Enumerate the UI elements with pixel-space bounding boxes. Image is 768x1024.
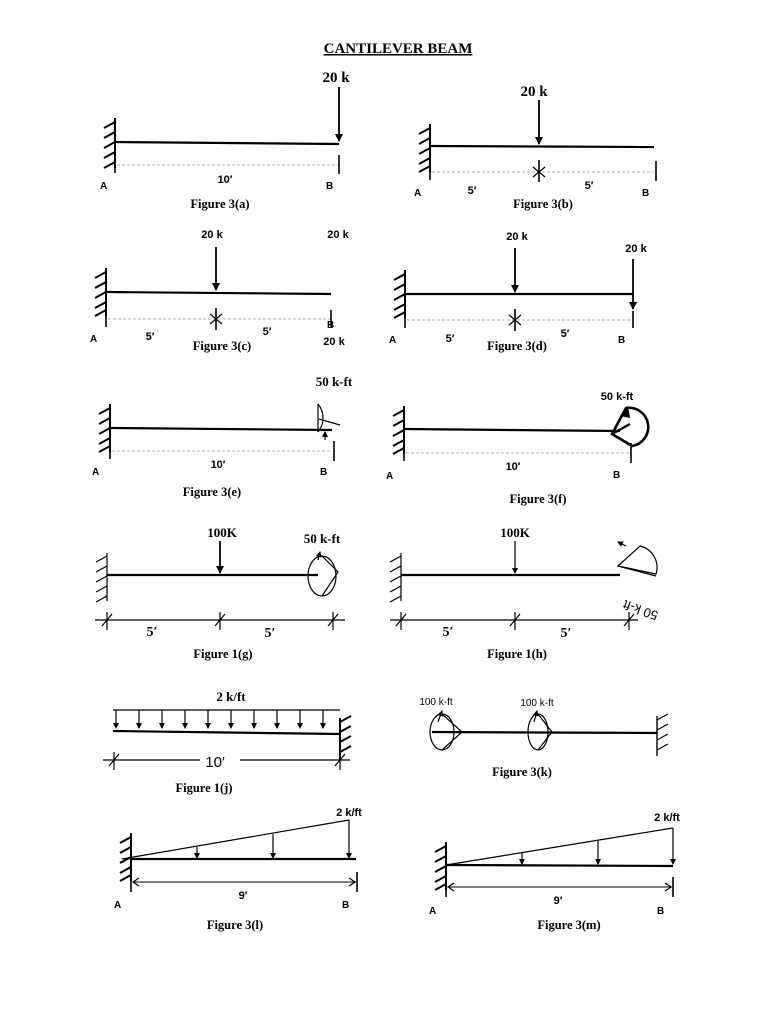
point-load-label: 100K (207, 525, 237, 540)
point-label-b: B (326, 181, 334, 192)
beam (110, 428, 332, 430)
distributed-load-arrows (522, 828, 673, 864)
point-label-b: B (613, 470, 621, 481)
moment-label: 50 k-ft (303, 531, 341, 546)
figure-3e (92, 374, 353, 499)
moment-label-1: 100 k-ft (419, 697, 453, 708)
figure-caption: Figure 3(b) (513, 197, 573, 211)
fixed-support (99, 404, 110, 452)
figure-3b (414, 84, 656, 211)
figure-caption: Figure 1(g) (193, 647, 253, 661)
dimension-label-1: 5′ (467, 185, 477, 197)
fixed-support (394, 270, 405, 318)
moment-arc-icon (612, 406, 648, 446)
support-label-a: A (389, 335, 397, 346)
distributed-load-arrows (116, 710, 323, 728)
beam (115, 142, 339, 144)
dimension-label: 10′ (205, 754, 225, 771)
support-label-a: A (100, 181, 108, 192)
dimension-label-2: 5′ (560, 626, 572, 641)
moment-arc-icon (618, 542, 657, 576)
support-label-a: A (114, 900, 122, 911)
point-load-label-2: 20 k (327, 229, 349, 241)
beam (113, 731, 340, 734)
moment-label-2: 100 k-ft (520, 698, 554, 709)
figure-3a (100, 70, 350, 211)
figure-3f (386, 391, 648, 506)
figure-1h (390, 525, 660, 661)
dimension-label: 10′ (505, 461, 521, 473)
dimension-label: 10′ (217, 174, 233, 186)
fixed-support (393, 406, 404, 454)
point-load-label-1: 20 k (201, 229, 223, 241)
point-load-label-1: 20 k (506, 231, 528, 243)
moment-arc-icon (318, 404, 340, 440)
dimension-label: 9′ (238, 890, 248, 902)
distributed-load-label: 2 k/ft (654, 812, 680, 824)
dimension-label-2: 5′ (264, 626, 276, 641)
distributed-load-top-line (122, 820, 349, 859)
figure-3m (429, 812, 680, 932)
figure-1g (95, 525, 345, 661)
moment-arc-icon-2 (528, 711, 552, 750)
fixed-support (657, 714, 668, 756)
fixed-support (390, 553, 401, 602)
point-label-b: B (657, 906, 665, 917)
fixed-support (96, 553, 107, 602)
support-label-a: A (92, 467, 100, 478)
point-load-label: 20 k (322, 70, 350, 86)
point-label-b: B (642, 188, 650, 199)
support-label-a: A (90, 334, 98, 345)
figure-caption: Figure 1(h) (487, 647, 547, 661)
figure-3l (114, 807, 362, 932)
beam (446, 865, 673, 866)
page-title: CANTILEVER BEAM (323, 41, 473, 57)
dimension-label-1: 5′ (442, 625, 454, 640)
distributed-load-label: 2 k/ft (216, 689, 246, 704)
beam (404, 429, 620, 431)
beam (432, 732, 657, 733)
moment-label: 50 k-ft (620, 597, 660, 624)
dimension-label: 9′ (553, 895, 563, 907)
figure-caption: Figure 1(j) (175, 781, 233, 795)
dimension-label-1: 5′ (445, 333, 455, 345)
dimension-label-1: 5′ (145, 331, 155, 343)
figure-3d (389, 231, 648, 353)
figure-caption: Figure 3(c) (192, 339, 252, 353)
dimension-label-2: 5′ (584, 180, 594, 192)
distributed-load-label: 2 k/ft (336, 807, 362, 819)
fixed-support (95, 268, 106, 316)
figure-caption: Figure 3(m) (537, 918, 601, 932)
fixed-support (120, 833, 131, 881)
figure-caption: Figure 3(l) (206, 918, 264, 932)
figure-caption: Figure 3(a) (190, 197, 250, 211)
point-load-label: 20 k (520, 84, 548, 100)
support-label-a: A (414, 188, 422, 199)
dimension-label-1: 5′ (146, 625, 158, 640)
fixed-support (340, 716, 351, 760)
support-label-a: A (429, 906, 437, 917)
distributed-load-top-line (446, 828, 673, 865)
fixed-support (104, 118, 115, 168)
figure-1j (103, 689, 351, 795)
point-load-label-3: 20 k (323, 336, 345, 348)
distributed-load-arrows (197, 820, 349, 858)
point-label-b: B (327, 320, 335, 331)
moment-arc-icon-1 (430, 711, 462, 750)
figure-caption: Figure 3(e) (182, 485, 242, 499)
figure-3k (419, 697, 668, 779)
point-load-label: 100K (500, 525, 530, 540)
figure-caption: Figure 3(d) (487, 339, 547, 353)
point-label-b: B (342, 900, 350, 911)
figure-caption: Figure 3(k) (492, 765, 552, 779)
beam (430, 146, 654, 147)
fixed-support (435, 842, 446, 890)
moment-label: 50 k-ft (315, 374, 353, 389)
beam (106, 292, 331, 294)
dimension-label-2: 5′ (262, 326, 272, 338)
dimension-label: 10′ (210, 459, 226, 471)
figure-3c (90, 229, 350, 353)
fixed-support (419, 124, 430, 172)
figure-caption: Figure 3(f) (509, 492, 567, 506)
moment-label: 50 k-ft (600, 391, 634, 403)
support-label-a: A (386, 471, 394, 482)
point-label-b: B (320, 467, 328, 478)
dimension-label-2: 5′ (560, 328, 570, 340)
point-label-b: B (618, 335, 626, 346)
point-load-label-2: 20 k (625, 243, 647, 255)
